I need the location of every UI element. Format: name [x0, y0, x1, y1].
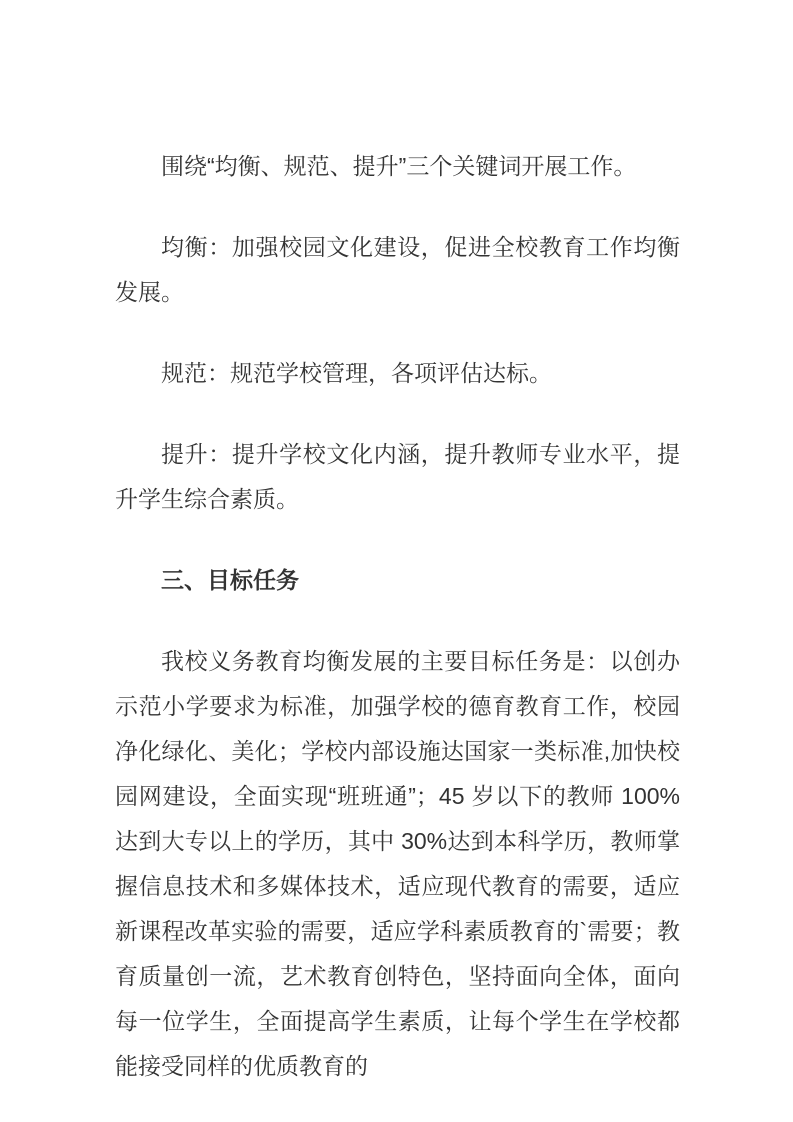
body-paragraph: 我校义务教育均衡发展的主要目标任务是：以创办示范小学要求为标准，加强学校的德育教育工作，校园净化绿化、美化；学校内部设施达国家一类标准,加快校园网建设，全面实现“班班通”；45 岁以下的教师 100%达到大专以上的学历，其中 30%达到本科学历，教师掌握信息技术和多媒体技术，适应现代教育的需要，适应新课程改革实验的需要，适应学科素质教育的`需要；教育质量创一流，艺术教育创特色，坚持面向全体，面向每一位学生，全面提高学生素质，让每个学生在学校都能接受同样的优质教育的	[115, 648, 680, 1079]
body-paragraph: 提升：提升学校文化内涵，提升教师专业水平，提升学生综合素质。	[115, 441, 680, 512]
body-paragraph: 围绕“均衡、规范、提升”三个关键词开展工作。	[161, 153, 637, 179]
body-paragraph: 均衡：加强校园文化建设，促进全校教育工作均衡发展。	[115, 234, 680, 305]
section-heading: 三、目标任务	[161, 567, 299, 593]
body-paragraph: 规范：规范学校管理，各项评估达标。	[161, 360, 552, 386]
